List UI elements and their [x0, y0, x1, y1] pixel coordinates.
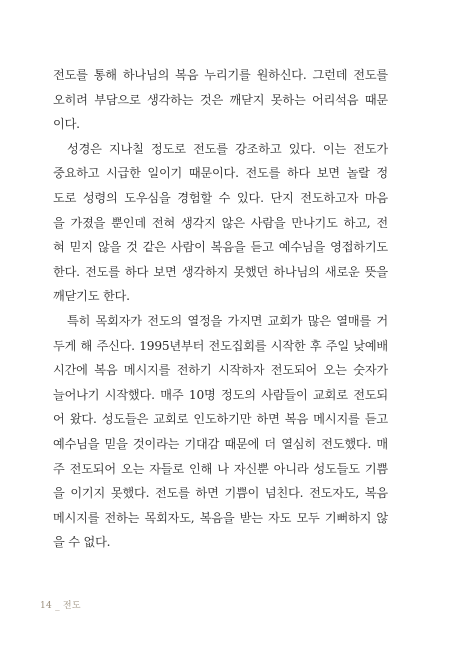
text-line: 예수님을 믿을 것이라는 기대감 때문에 더 열심히 전도했다. 매: [53, 436, 388, 451]
text-line: 혀 믿지 않을 것 같은 사람이 복음을 듣고 예수님을 영접하기도: [53, 240, 388, 255]
text-line: 깨닫기도 한다.: [53, 289, 130, 304]
page-number: 14: [40, 601, 53, 611]
text-line: 두게 해 주신다. 1995년부터 전도집회를 시작한 후 주일 낮예배: [53, 338, 388, 353]
text-line: 메시지를 전하는 목회자도, 복음을 받는 자도 모두 기뻐하지 않: [53, 510, 388, 525]
text-line: 을 수 없다.: [53, 535, 111, 550]
paragraph: [53, 309, 388, 555]
text-line: 전도를 통해 하나님의 복음 누리기를 원하신다. 그런데 전도를: [53, 68, 388, 82]
footer-separator: _: [55, 601, 60, 611]
text-line: 성경은 지나칠 정도로 전도를 강조하고 있다. 이는 전도가: [67, 141, 388, 156]
text-line: 을 가졌을 뿐인데 전혀 생각지 않은 사람을 만나기도 하고, 전: [53, 215, 388, 230]
text-line: 특히 목회자가 전도의 열정을 가지면 교회가 많은 열매를 거: [67, 313, 388, 328]
text-line: 시간에 복음 메시지를 전하기 시작하자 전도되어 오는 숫자가: [53, 363, 388, 378]
text-line: 이다.: [53, 117, 80, 132]
text-line: 을 이기지 못했다. 전도를 하면 기쁨이 넘친다. 전도자도, 복음: [53, 486, 388, 501]
text-line: 도로 성령의 도우심을 경험할 수 있다. 단지 전도하고자 마음: [53, 190, 388, 205]
text-line: 어 왔다. 성도들은 교회로 인도하기만 하면 복음 메시지를 듣고: [53, 412, 388, 427]
text-line: 중요하고 시급한 일이기 때문이다. 전도를 하다 보면 놀랄 정: [53, 166, 388, 181]
text-line: 늘어나기 시작했다. 매주 10명 정도의 사람들이 교회로 전도되: [53, 387, 388, 402]
text-line: 한다. 전도를 하다 보면 생각하지 못했던 하나님의 새로운 뜻을: [53, 264, 388, 279]
text-line: 주 전도되어 오는 자들로 인해 나 자신뿐 아니라 성도들도 기쁨: [53, 461, 388, 476]
running-title: 전도: [62, 601, 81, 611]
page-footer: [40, 598, 84, 611]
text-line: 오히려 부담으로 생각하는 것은 깨닫지 못하는 어리석음 때문: [53, 92, 388, 107]
body-text: [53, 63, 388, 555]
paragraph: [53, 63, 388, 137]
paragraph: [53, 137, 388, 309]
